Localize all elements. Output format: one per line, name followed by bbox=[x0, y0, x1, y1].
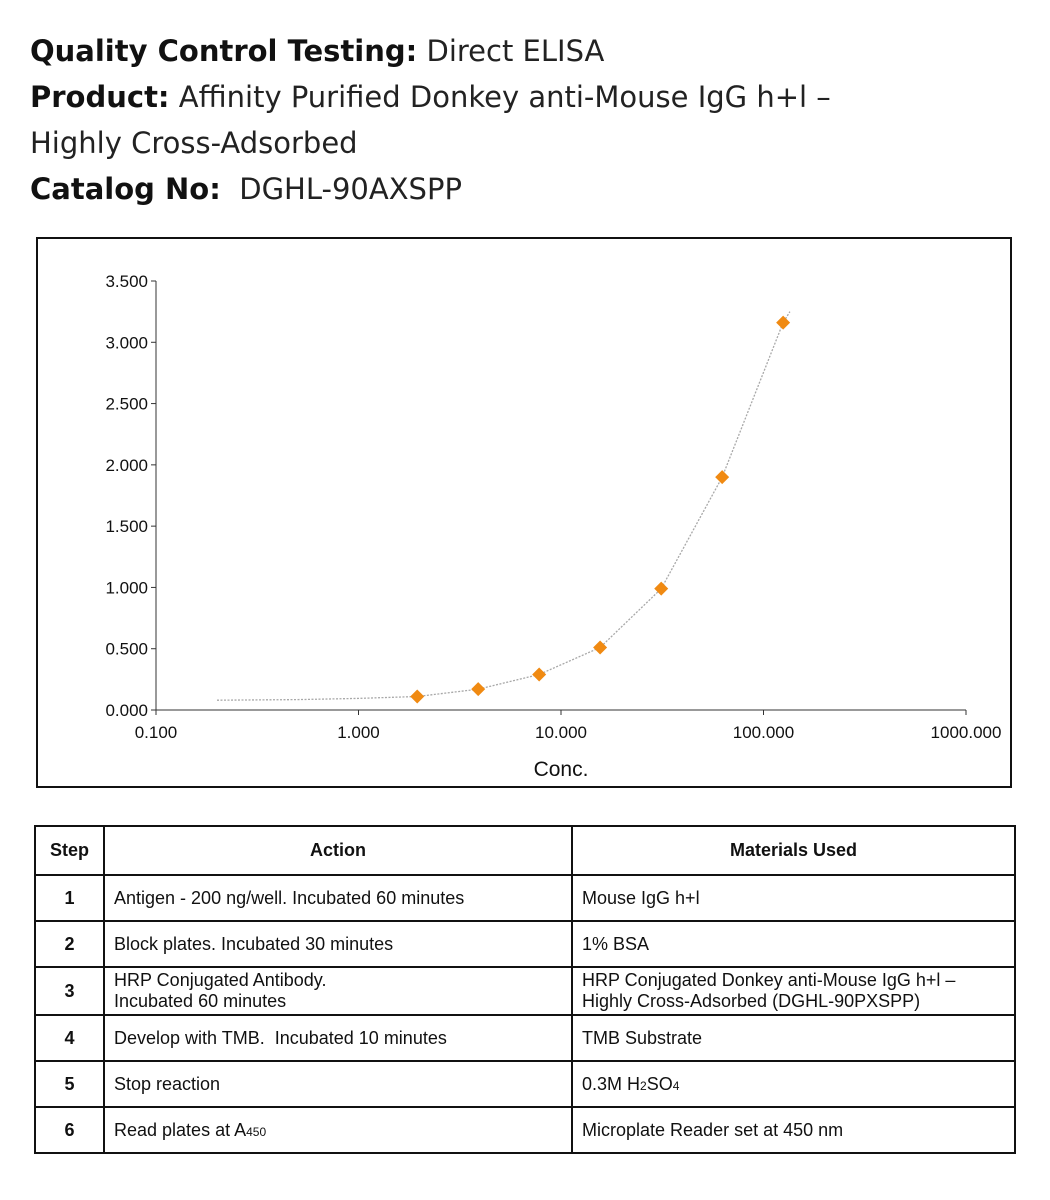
catalog-line bbox=[30, 166, 1030, 212]
formula-part: 0.3M H bbox=[582, 1073, 641, 1094]
table-row bbox=[35, 921, 1015, 967]
table-row bbox=[35, 875, 1015, 921]
data-point bbox=[593, 640, 607, 654]
step-action-line: Incubated 60 minutes bbox=[114, 991, 287, 1011]
step-action bbox=[104, 1107, 572, 1153]
formula-subscript: 2 bbox=[640, 1078, 647, 1093]
step-action: Develop with TMB. Incubated 10 minutes bbox=[104, 1015, 572, 1061]
step-materials: Microplate Reader set at 450 nm bbox=[572, 1107, 1015, 1153]
y-tick-label: 1.500 bbox=[105, 517, 148, 537]
header-materials: Materials Used bbox=[572, 826, 1015, 875]
y-tick-label: 2.000 bbox=[105, 455, 148, 475]
y-tick-label: 0.500 bbox=[105, 639, 148, 659]
formula-part: SO bbox=[646, 1073, 673, 1094]
step-materials: Mouse IgG h+l bbox=[572, 875, 1015, 921]
header-action: Action bbox=[104, 826, 572, 875]
elisa-chart bbox=[36, 237, 1012, 788]
step-number: 2 bbox=[35, 921, 104, 967]
catalog-value: DGHL-90AXSPP bbox=[239, 172, 462, 206]
chart-svg bbox=[38, 239, 1010, 786]
qc-line bbox=[30, 28, 1030, 74]
data-point bbox=[410, 690, 424, 704]
y-tick-label: 0.000 bbox=[105, 701, 148, 720]
step-action: Antigen - 200 ng/well. Incubated 60 minutes bbox=[104, 875, 572, 921]
x-tick-label: 0.100 bbox=[134, 723, 178, 742]
x-tick-label: 1.000 bbox=[337, 723, 380, 742]
step-action: Stop reaction bbox=[104, 1061, 572, 1107]
step-action: Block plates. Incubated 30 minutes bbox=[104, 921, 572, 967]
x-tick-label: 10.000 bbox=[535, 723, 587, 742]
data-point bbox=[715, 470, 729, 484]
step-number: 4 bbox=[35, 1015, 104, 1061]
step-number: 5 bbox=[35, 1061, 104, 1107]
step-action bbox=[104, 967, 572, 1015]
data-point bbox=[654, 582, 668, 596]
product-line-2 bbox=[30, 120, 1030, 166]
fit-curve bbox=[217, 312, 790, 701]
y-tick-label: 3.500 bbox=[105, 272, 148, 291]
table-row bbox=[35, 1015, 1015, 1061]
step-materials: TMB Substrate bbox=[572, 1015, 1015, 1061]
data-point bbox=[532, 667, 546, 681]
table-header-row bbox=[35, 826, 1015, 875]
table-row bbox=[35, 1061, 1015, 1107]
step-number: 6 bbox=[35, 1107, 104, 1153]
action-part: Read plates at A bbox=[114, 1119, 247, 1140]
product-line bbox=[30, 74, 1030, 120]
table-row bbox=[35, 1107, 1015, 1153]
data-point bbox=[776, 316, 790, 330]
y-tick-label: 3.000 bbox=[105, 333, 148, 353]
step-action-line: HRP Conjugated Antibody. bbox=[114, 970, 327, 990]
header bbox=[30, 28, 1030, 212]
step-materials bbox=[572, 1061, 1015, 1107]
catalog-label: Catalog No: bbox=[30, 172, 221, 206]
formula-subscript: 4 bbox=[672, 1078, 680, 1093]
x-tick-label: 1000.000 bbox=[930, 723, 1002, 742]
step-number: 1 bbox=[35, 875, 104, 921]
step-materials: 1% BSA bbox=[572, 921, 1015, 967]
table-row bbox=[35, 967, 1015, 1015]
action-subscript: 450 bbox=[246, 1124, 267, 1139]
x-axis-title: Conc. bbox=[533, 758, 589, 781]
data-point bbox=[471, 682, 485, 696]
product-label: Product: bbox=[30, 80, 170, 114]
x-tick-label: 100.000 bbox=[732, 723, 795, 742]
product-value-line2: Highly Cross-Adsorbed bbox=[30, 126, 358, 160]
qc-label: Quality Control Testing: bbox=[30, 34, 418, 68]
step-number: 3 bbox=[35, 967, 104, 1015]
step-materials-line: Highly Cross-Adsorbed (DGHL-90PXSPP) bbox=[582, 991, 921, 1011]
step-materials-line: HRP Conjugated Donkey anti-Mouse IgG h+l – bbox=[582, 970, 956, 990]
header-step: Step bbox=[35, 826, 104, 875]
step-materials bbox=[572, 967, 1015, 1015]
qc-value: Direct ELISA bbox=[426, 34, 605, 68]
product-value-line1: Affinity Purified Donkey anti-Mouse IgG h+l – bbox=[178, 80, 831, 114]
protocol-table bbox=[34, 825, 1016, 1154]
y-tick-label: 2.500 bbox=[105, 394, 148, 414]
y-tick-label: 1.000 bbox=[105, 578, 148, 598]
